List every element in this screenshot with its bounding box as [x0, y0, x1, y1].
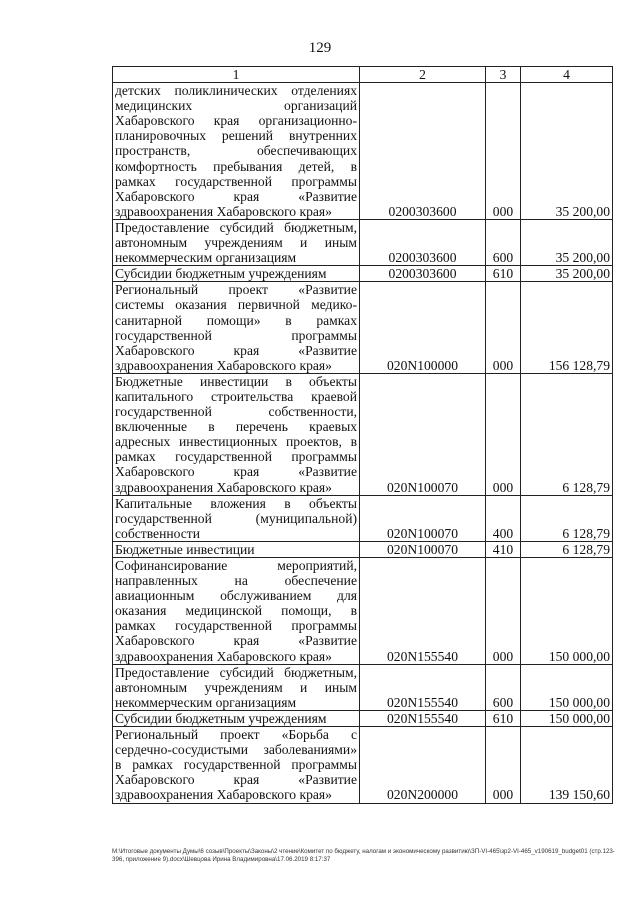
row-name-line: планировочных решений внутренних [115, 128, 357, 144]
header-col-4: 4 [521, 67, 613, 83]
row-code-cell: 020N100070 [360, 495, 486, 541]
row-name-line: здравоохранения Хабаровского края» [115, 787, 332, 803]
row-name-line: Капитальные вложения в объекты [115, 495, 357, 511]
row-name-cell [113, 727, 360, 803]
row-name-line: некоммерческим организациям [115, 694, 297, 710]
table-header-row [113, 67, 613, 83]
row-name-line: медицинских организаций [115, 98, 357, 114]
header-col-3: 3 [486, 67, 521, 83]
row-amount-cell: 35 200,00 [521, 83, 613, 220]
row-name-line: здравоохранения Хабаровского края» [115, 357, 332, 373]
row-name-cell [113, 664, 360, 710]
header-col-1: 1 [113, 67, 360, 83]
row-type-cell: 000 [486, 727, 521, 803]
row-name-line: Бюджетные инвестиции в объекты [115, 373, 357, 389]
row-amount-cell: 6 128,79 [521, 541, 613, 557]
row-name-line: Региональный проект «Борьба с [115, 727, 357, 743]
row-name-line: санитарной помощи» в рамках [115, 312, 357, 328]
table-row [113, 266, 613, 282]
row-name-line: капитального строительства краевой [115, 388, 357, 404]
row-amount-cell: 150 000,00 [521, 664, 613, 710]
row-name-line: детских поликлинических отделениях [115, 83, 357, 99]
row-name-line: автономным учреждениям и иным [115, 679, 357, 695]
row-name-line: Софинансирование мероприятий, [115, 558, 357, 573]
row-name-cell [113, 541, 360, 557]
row-name-line: Хабаровского края «Развитие [115, 188, 357, 204]
row-name-line: некоммерческим организациям [115, 250, 297, 266]
row-type-cell: 610 [486, 710, 521, 726]
row-name-cell [113, 373, 360, 495]
row-type-cell: 400 [486, 495, 521, 541]
table-row [113, 373, 613, 495]
table-row [113, 727, 613, 803]
row-amount-cell: 150 000,00 [521, 558, 613, 665]
row-name-line: здравоохранения Хабаровского края» [115, 479, 332, 495]
row-type-cell: 000 [486, 373, 521, 495]
budget-table [112, 66, 613, 804]
row-name-cell [113, 710, 360, 726]
row-amount-cell: 35 200,00 [521, 219, 613, 265]
row-code-cell: 0200303600 [360, 266, 486, 282]
row-name-cell [113, 266, 360, 282]
row-name-line: здравоохранения Хабаровского края» [115, 203, 332, 219]
row-type-cell: 000 [486, 282, 521, 374]
row-code-cell: 020N155540 [360, 664, 486, 710]
row-name-line: пространств, обеспечивающих [115, 143, 357, 159]
table-body [113, 83, 613, 803]
row-name-line: Субсидии бюджетным учреждениям [115, 710, 327, 726]
row-name-cell [113, 495, 360, 541]
table-row [113, 495, 613, 541]
row-code-cell: 0200303600 [360, 219, 486, 265]
row-code-cell: 020N155540 [360, 710, 486, 726]
row-name-cell [113, 558, 360, 665]
row-name-line: системы оказания первичной медико- [115, 297, 357, 313]
row-name-line: адресных инвестиционных проектов, в [115, 434, 357, 450]
row-amount-cell: 6 128,79 [521, 373, 613, 495]
row-amount-cell: 6 128,79 [521, 495, 613, 541]
row-code-cell: 0200303600 [360, 83, 486, 220]
row-type-cell: 600 [486, 219, 521, 265]
row-name-line: Субсидии бюджетным учреждениям [115, 266, 327, 282]
row-code-cell: 020N100000 [360, 282, 486, 374]
row-amount-cell: 156 128,79 [521, 282, 613, 374]
table-row [113, 558, 613, 665]
row-type-cell: 000 [486, 83, 521, 220]
table-row [113, 710, 613, 726]
row-type-cell: 610 [486, 266, 521, 282]
row-name-line: Бюджетные инвестиции [115, 541, 255, 557]
row-name-line: рамках государственной программы [115, 173, 357, 189]
row-name-line: направленных на обеспечение [115, 573, 357, 589]
document-footer-path: M:\Итоговые документы Думы\6 созыв\Проекты\Законы\2 чтение\Комитет по бюджету, налогам и экономическому развитию\ЗП-VI-465\зр2-VI-465_v190619_budget01 (стр.123-396, приложение 9).docx\Шевцова Ирина Владимировна\17.06.2019 8:17:37 [112, 848, 615, 863]
row-name-line: государственной (муниципальной) [115, 510, 357, 526]
row-code-cell: 020N155540 [360, 558, 486, 665]
table-row [113, 541, 613, 557]
row-name-line: авиационным обслуживанием для [115, 588, 357, 604]
row-name-cell [113, 219, 360, 265]
row-name-line: Региональный проект «Развитие [115, 282, 357, 298]
row-name-line: сердечно-сосудистыми заболеваниями» [115, 742, 357, 758]
row-type-cell: 600 [486, 664, 521, 710]
row-name-line: рамках государственной программы [115, 618, 357, 634]
row-amount-cell: 35 200,00 [521, 266, 613, 282]
row-type-cell: 000 [486, 558, 521, 665]
row-name-line: Хабаровского края «Развитие [115, 342, 357, 358]
row-name-line: государственной собственности, [115, 404, 357, 420]
table-row [113, 83, 613, 220]
row-name-line: государственной программы [115, 327, 357, 343]
row-name-line: комфортность пребывания детей, в [115, 158, 357, 174]
row-name-line: включенные в перечень краевых [115, 419, 357, 435]
row-type-cell: 410 [486, 541, 521, 557]
row-name-line: в рамках государственной программы [115, 757, 357, 773]
row-name-line: Хабаровского края «Развитие [115, 772, 357, 788]
row-name-line: оказания медицинской помощи, в [115, 603, 357, 619]
page-number: 129 [308, 40, 332, 56]
table-row [113, 282, 613, 374]
row-code-cell: 020N100070 [360, 373, 486, 495]
row-name-line: Хабаровского края организационно- [115, 113, 357, 129]
header-col-2: 2 [360, 67, 486, 83]
row-name-line: здравоохранения Хабаровского края» [115, 648, 332, 664]
row-name-line: Предоставление субсидий бюджетным, [115, 219, 357, 235]
row-name-line: рамках государственной программы [115, 449, 357, 465]
row-amount-cell: 150 000,00 [521, 710, 613, 726]
row-name-line: Хабаровского края «Развитие [115, 464, 357, 480]
row-name-line: собственности [115, 525, 201, 541]
row-name-line: Хабаровского края «Развитие [115, 633, 357, 649]
row-name-cell [113, 83, 360, 220]
row-name-line: автономным учреждениям и иным [115, 235, 357, 251]
row-code-cell: 020N200000 [360, 727, 486, 803]
row-name-line: Предоставление субсидий бюджетным, [115, 664, 357, 680]
row-code-cell: 020N100070 [360, 541, 486, 557]
table-row [113, 219, 613, 265]
row-amount-cell: 139 150,60 [521, 727, 613, 803]
row-name-cell [113, 282, 360, 374]
table-row [113, 664, 613, 710]
